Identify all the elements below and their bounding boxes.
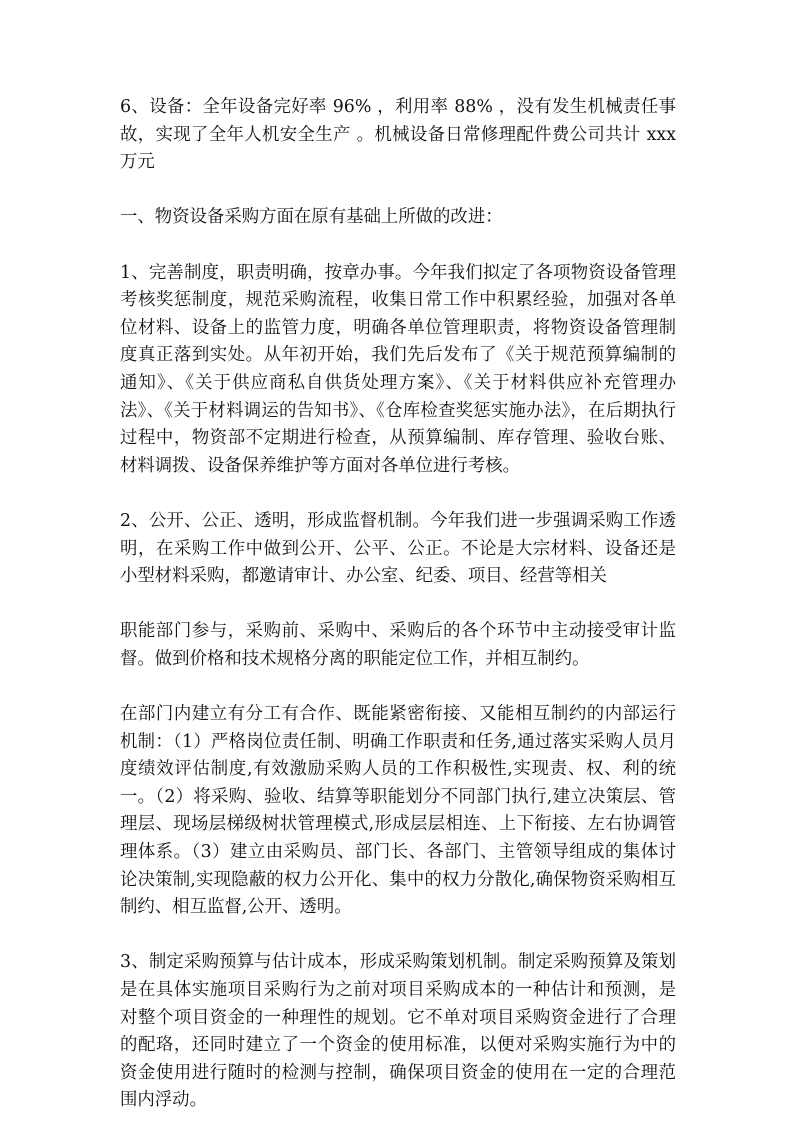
- paragraph-point-1: 1、完善制度，职责明确，按章办事。今年我们拟定了各项物资设备管理考核奖惩制度，规范采购流程，收集日常工作中积累经验，加强对各单位材料、设备上的监管力度，明确各单位管理职责，将物资设备管理制度真正落到实处。从年初开始，我们先后发布了《关于规范预算编制的通知》、《关于供应商私自供货处理方案》、《关于材料供应补充管理办法》、《关于材料调运的告知书》、《仓库检查奖惩实施办法》，在后期执行过程中，物资部不定期进行检查，从预算编制、库存管理、验收台账、材料调拨、设备保养维护等方面对各单位进行考核。: [120, 262, 676, 476]
- paragraph-equipment-stats: 6、设备：全年设备完好率 96% ，利用率 88% ，没有发生机械责任事故，实现了全年人机安全生产 。机械设备日常修理配件费公司共计 xxx 万元: [120, 97, 676, 173]
- paragraph-internal-mechanism: 在部门内建立有分工有合作、既能紧密衔接、又能相互制约的内部运行机制：（1）严格岗位责任制、明确工作职责和任务,通过落实采购人员月度绩效评估制度,有效激励采购人员的工作积极性,实现责、权、利的统一。（2）将采购、验收、结算等职能划分不同部门执行,建立决策层、管理层、现场层梯级树状管理模式,形成层层相连、上下衔接、左右协调管理体系。（3）建立由采购员、部门长、各部门、主管领导组成的集体讨论决策制,实现隐蔽的权力公开化、集中的权力分散化,确保物资采购相互制约、相互监督,公开、透明。: [120, 704, 676, 918]
- section-heading-procurement-improvements: 一、物资设备采购方面在原有基础上所做的改进：: [120, 207, 503, 228]
- paragraph-point-3: 3、制定采购预算与估计成本，形成采购策划机制。制定采购预算及策划是在具体实施项目采购行为之前对项目采购成本的一种估计和预测，是对整个项目资金的一种理性的规划。它不单对项目采购资金进行了合理的配珞，还同时建立了一个资金的使用标准，以便对采购实施行为中的资金使用进行随时的检测与控制，确保项目资金的使用在一定的合理范围内浮动。: [120, 952, 676, 1111]
- document-page: [120, 94, 676, 1143]
- paragraph-point-2: 2、公开、公正、透明，形成监督机制。今年我们进一步强调采购工作透明，在采购工作中做到公开、公平、公正。不论是大宗材料、设备还是小型材料采购，都邀请审计、办公室、纪委、项目、经营等相关: [120, 510, 676, 587]
- paragraph-point-2-continued: 职能部门参与，采购前、采购中、采购后的各个环节中主动接受审计监督。做到价格和技术规格分离的职能定位工作，并相互制约。: [120, 621, 676, 669]
